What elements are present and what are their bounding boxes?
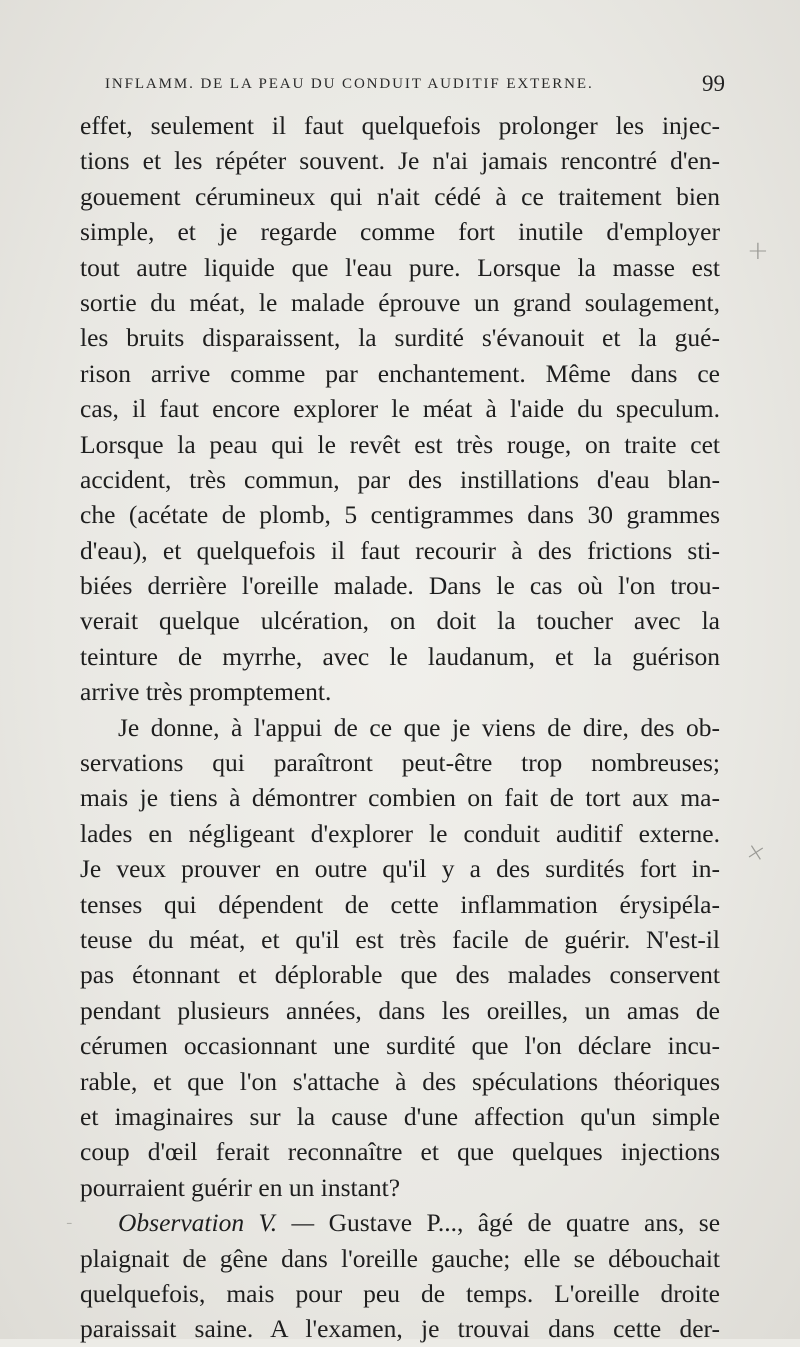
text-line: servations qui paraîtront peut-être trop nombreuses; (80, 748, 720, 778)
text-line: teuse du méat, et qu'il est très facile de guérir. N'est-il (80, 924, 720, 954)
text-line: cérumen occasionnant une surdité que l'on déclare incu- (80, 1031, 720, 1061)
paragraph-last-line: arrive très promptement. (80, 677, 332, 707)
page-number: 99 (702, 71, 725, 96)
text-line: tions et les répéter souvent. Je n'ai jamais rencontré d'en- (80, 146, 720, 176)
text-line: biées derrière l'oreille malade. Dans le cas où l'on trou- (80, 571, 720, 601)
text-line: verait quelque ulcération, on doit la toucher avec la (80, 606, 720, 636)
running-title: INFLAMM. DE LA PEAU DU CONDUIT AUDITIF EXTERNE. (105, 76, 594, 92)
text-line: mais je tiens à démontrer combien on fait de tort aux ma- (80, 783, 720, 813)
text-line: rison arrive comme par enchantement. Même dans ce (80, 358, 720, 388)
text-line: les bruits disparaissent, la surdité s'évanouit et la gué- (80, 323, 720, 353)
text-line: plaignait de gêne dans l'oreille gauche; elle se débouchait (80, 1243, 720, 1273)
observation-first-line (80, 1205, 720, 1240)
paragraph-last-line: pourraient guérir en un instant? (80, 1172, 401, 1202)
text-line: effet, seulement il faut quelquefois prolonger les injec- (80, 111, 720, 140)
text-line: lades en négligeant d'explorer le conduit auditif externe. (80, 818, 720, 848)
observation-line-text: Gustave P..., âgé de quatre ans, se (328, 1208, 721, 1238)
margin-cross-mark: × (743, 836, 769, 868)
running-head (105, 71, 725, 100)
margin-crosshair-mark: + (747, 236, 769, 266)
text-line: coup d'œil ferait reconnaître et que quelques injections (80, 1137, 720, 1167)
text-line: rable, et que l'on s'attache à des spéculations théoriques (80, 1066, 720, 1096)
text-line: et imaginaires sur la cause d'une affection qu'un simple (80, 1101, 720, 1131)
text-line: tout autre liquide que l'eau pure. Lorsque la masse est (80, 252, 720, 282)
text-line: cas, il faut encore explorer le méat à l'aide du speculum. (80, 394, 720, 424)
text-line: teinture de myrrhe, avec le laudanum, et la guérison (80, 641, 720, 671)
text-line: pendant plusieurs années, dans les oreilles, un amas de (80, 995, 720, 1025)
margin-dash-mark: - (66, 1212, 73, 1233)
text-line: pas étonnant et déplorable que des malades conservent (80, 960, 720, 990)
observation-heading: Observation V. — (118, 1208, 315, 1238)
text-line: che (acétate de plomb, 5 centigrammes dans 30 grammes (80, 500, 720, 530)
text-line: Je veux prouver en outre qu'il y a des surdités fort in- (80, 854, 720, 884)
text-line: simple, et je regarde comme fort inutile d'employer (80, 217, 720, 247)
text-line: paraissait saine. A l'examen, je trouvai dans cette der- (80, 1314, 720, 1344)
text-line: sortie du méat, le malade éprouve un grand soulagement, (80, 287, 720, 317)
body-text (80, 108, 720, 1347)
text-line: gouement cérumineux qui n'ait cédé à ce traitement bien (80, 181, 720, 211)
text-line: tenses qui dépendent de cette inflammation érysipéla- (80, 889, 720, 919)
text-line: accident, très commun, par des instillations d'eau blan- (80, 464, 720, 494)
paragraph-first-line: Je donne, à l'appui de ce que je viens de dire, des ob- (118, 712, 720, 742)
text-line: Lorsque la peau qui le revêt est très rouge, on traite cet (80, 429, 720, 459)
text-line: quelquefois, mais pour peu de temps. L'oreille droite (80, 1278, 720, 1308)
text-line: d'eau), et quelquefois il faut recourir à des frictions sti- (80, 535, 720, 565)
